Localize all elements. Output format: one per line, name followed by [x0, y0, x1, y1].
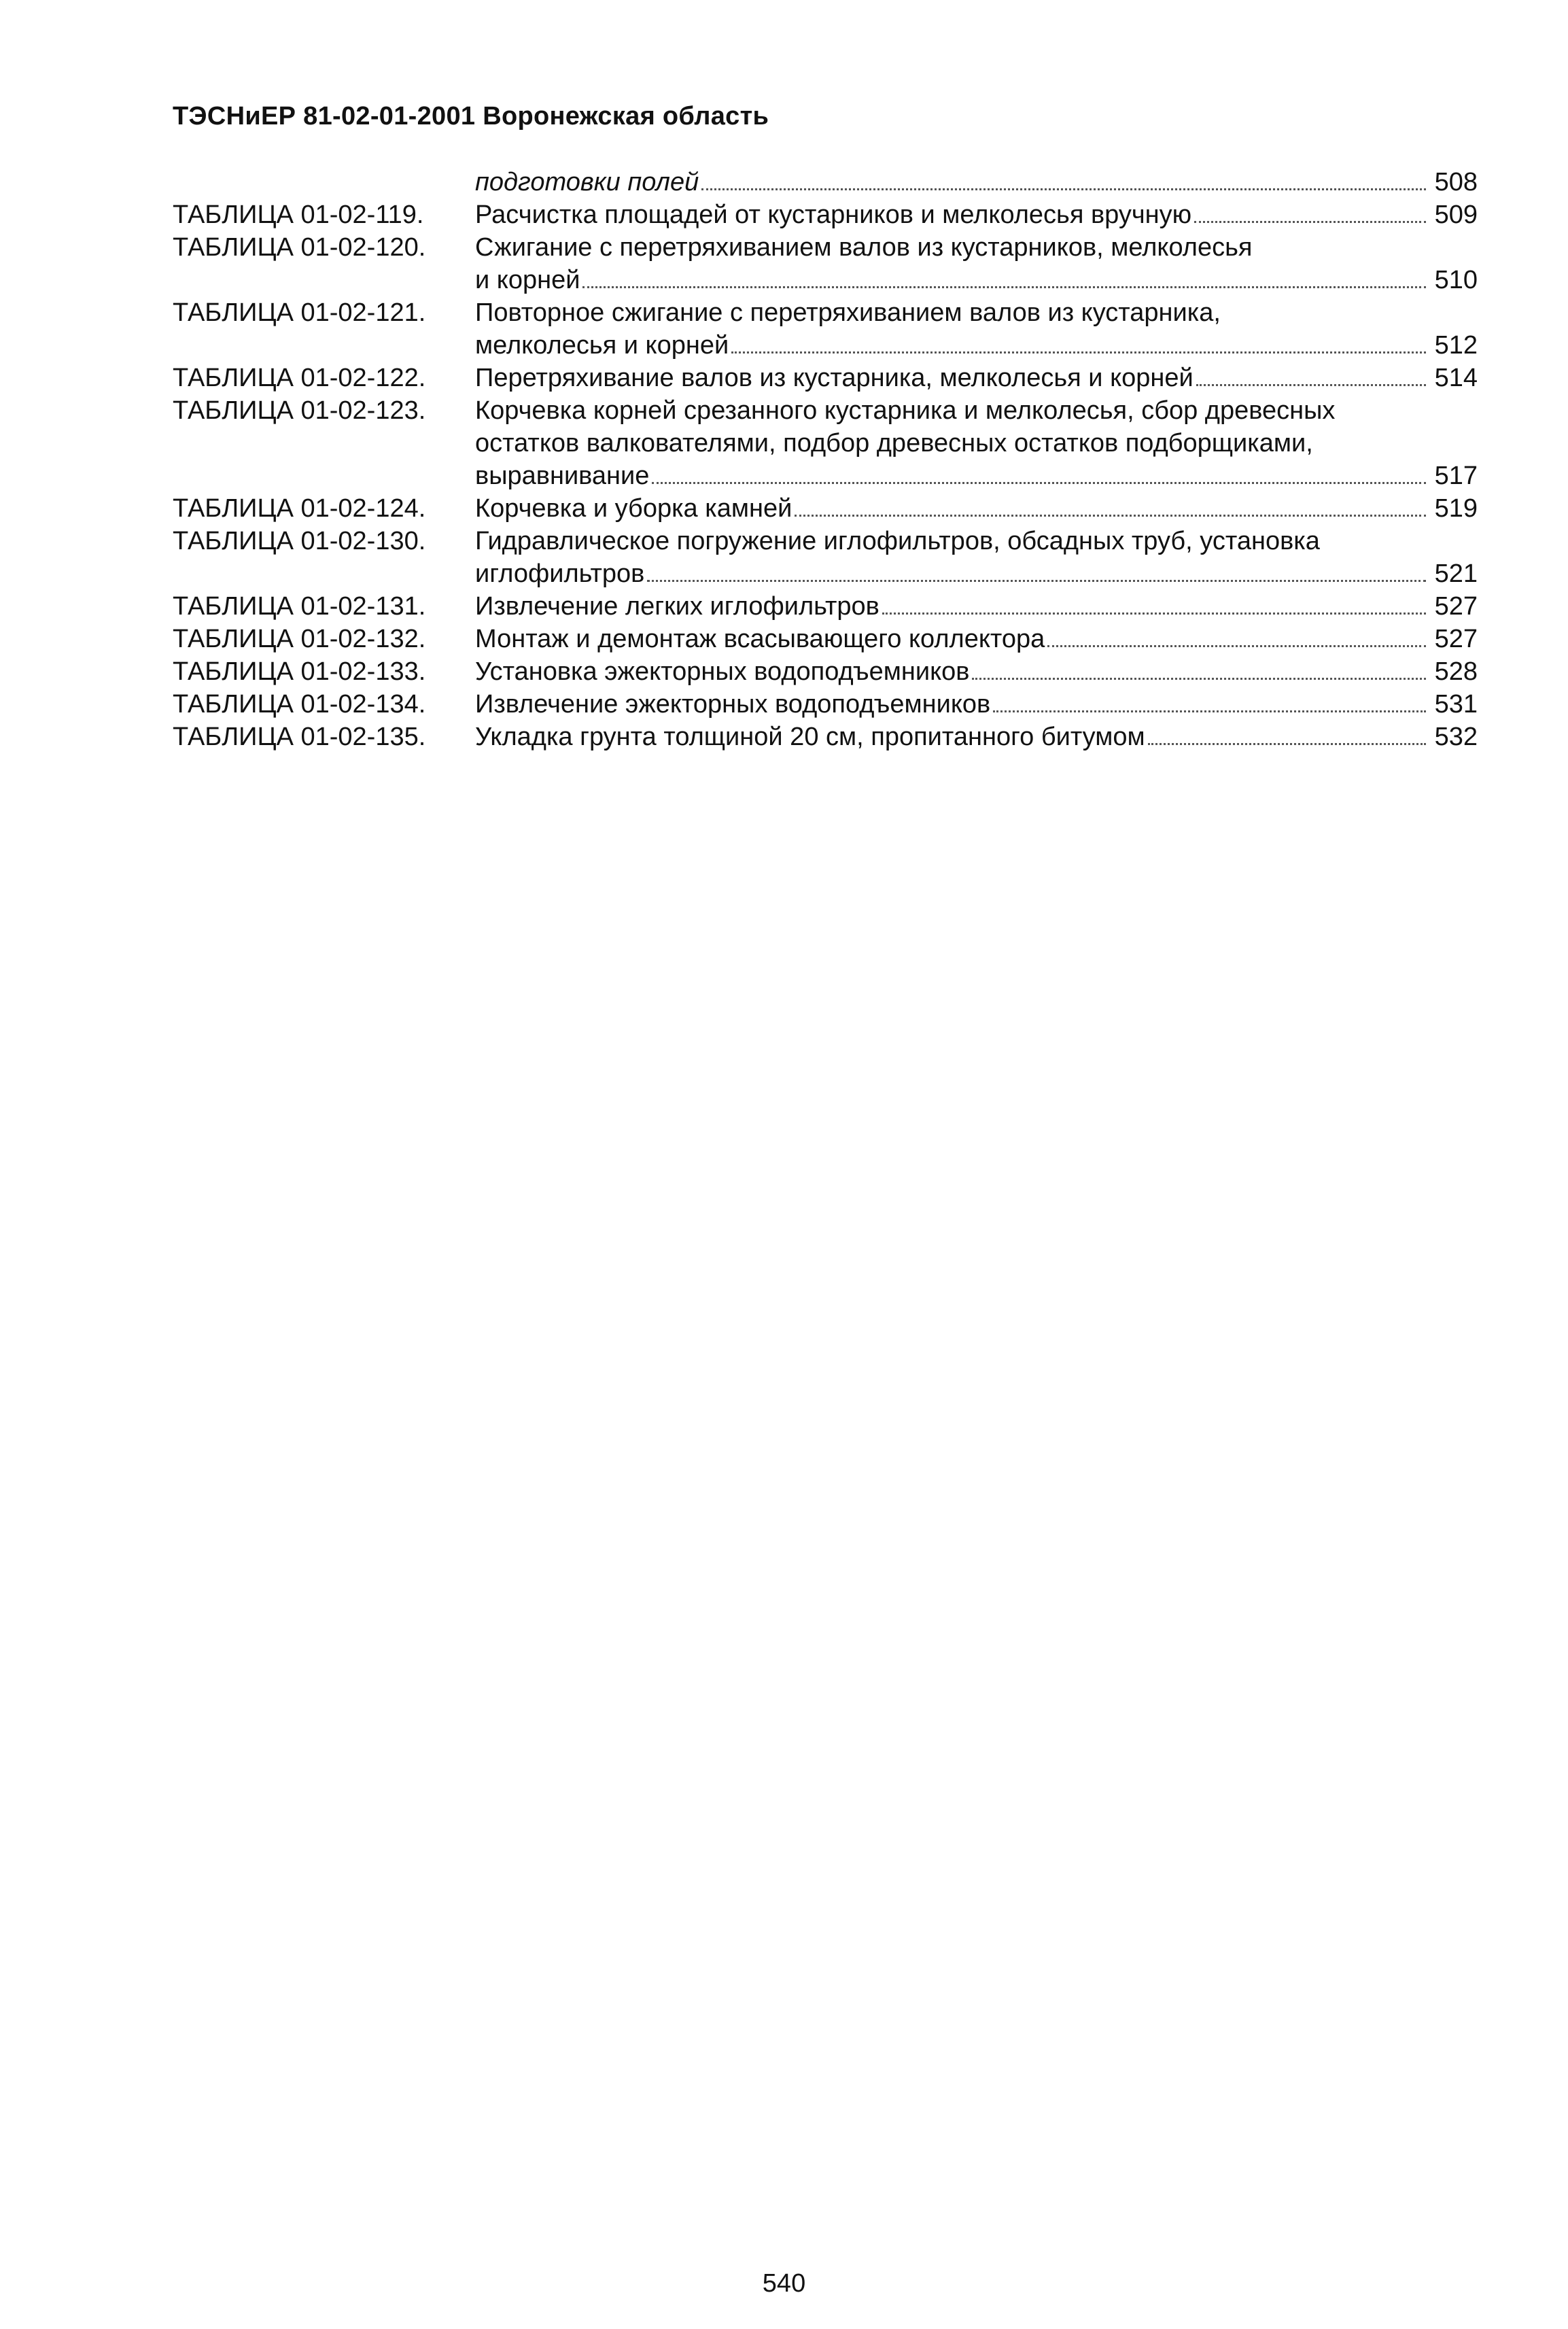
- toc-line: [475, 199, 1478, 231]
- toc-page-number: 521: [1434, 559, 1478, 588]
- toc-page-number: 531: [1434, 690, 1478, 719]
- toc-entry-body: [475, 525, 1478, 590]
- table-of-contents: [173, 166, 1478, 753]
- toc-dot-leader: [993, 710, 1426, 712]
- toc-dot-leader: [731, 351, 1426, 353]
- toc-entry-body: [475, 623, 1478, 655]
- toc-title-text: Корчевка корней срезанного кустарника и мелколесья, сбор древесных: [475, 396, 1336, 425]
- toc-page-number: 510: [1434, 266, 1478, 294]
- toc-page-number: 532: [1434, 723, 1478, 751]
- toc-entry: [173, 492, 1478, 525]
- toc-line: [475, 427, 1478, 460]
- toc-title-text: Расчистка площадей от кустарников и мелколесья вручную: [475, 201, 1192, 229]
- toc-line: [475, 231, 1478, 264]
- toc-entry: [173, 688, 1478, 721]
- toc-entry: [173, 721, 1478, 753]
- toc-title-text: Перетряхивание валов из кустарника, мелколесья и корней: [475, 364, 1194, 392]
- toc-title-text: Извлечение эжекторных водоподъемников: [475, 690, 991, 719]
- toc-entry-body: [475, 590, 1478, 623]
- toc-entry-body: [475, 394, 1478, 492]
- page-number: 540: [762, 2269, 806, 2298]
- toc-title-text: Монтаж и демонтаж всасывающего коллектора: [475, 625, 1045, 653]
- toc-title-text: Укладка грунта толщиной 20 см, пропитанного битумом: [475, 723, 1145, 751]
- toc-entry-body: [475, 362, 1478, 394]
- toc-dot-leader: [652, 482, 1426, 484]
- toc-line: [475, 362, 1478, 394]
- toc-entry-body: [475, 166, 1478, 199]
- toc-line: [475, 590, 1478, 623]
- toc-table-label: ТАБЛИЦА 01-02-120.: [173, 233, 426, 262]
- toc-page-number: 512: [1434, 331, 1478, 360]
- toc-dot-leader: [1196, 384, 1426, 386]
- toc-title-text: выравнивание: [475, 462, 650, 490]
- toc-table-label: ТАБЛИЦА 01-02-131.: [173, 592, 426, 621]
- toc-table-label: ТАБЛИЦА 01-02-119.: [173, 201, 424, 229]
- toc-table-label: ТАБЛИЦА 01-02-132.: [173, 625, 426, 653]
- toc-table-label: ТАБЛИЦА 01-02-130.: [173, 527, 426, 555]
- toc-entry-body: [475, 655, 1478, 688]
- toc-table-label: ТАБЛИЦА 01-02-135.: [173, 723, 426, 751]
- toc-title-text: Корчевка и уборка камней: [475, 494, 792, 523]
- toc-line: [475, 166, 1478, 199]
- toc-entry-body: [475, 492, 1478, 525]
- toc-line: [475, 394, 1478, 427]
- toc-entry: [173, 655, 1478, 688]
- toc-line: [475, 525, 1478, 557]
- toc-entry: [173, 166, 1478, 199]
- toc-line: [475, 264, 1478, 296]
- toc-dot-leader: [882, 613, 1426, 615]
- toc-entry: [173, 590, 1478, 623]
- toc-dot-leader: [795, 515, 1426, 517]
- toc-table-label: ТАБЛИЦА 01-02-124.: [173, 494, 426, 523]
- toc-table-label: ТАБЛИЦА 01-02-122.: [173, 364, 426, 392]
- toc-entry: [173, 623, 1478, 655]
- toc-title-text: Установка эжекторных водоподъемников: [475, 657, 970, 686]
- toc-title-text: мелколесья и корней: [475, 331, 729, 360]
- toc-page-number: 519: [1434, 494, 1478, 523]
- toc-dot-leader: [647, 580, 1426, 582]
- toc-title-text: иглофильтров: [475, 559, 645, 588]
- toc-page-number: 527: [1434, 592, 1478, 621]
- toc-page-number: 508: [1434, 168, 1478, 196]
- toc-line: [475, 623, 1478, 655]
- toc-line: [475, 492, 1478, 525]
- toc-line: [475, 688, 1478, 721]
- toc-entry-body: [475, 231, 1478, 296]
- toc-table-label: ТАБЛИЦА 01-02-123.: [173, 396, 426, 425]
- toc-dot-leader: [972, 678, 1426, 680]
- toc-entry-body: [475, 199, 1478, 231]
- toc-dot-leader: [1148, 743, 1426, 745]
- toc-title-text: Повторное сжигание с перетряхиванием валов из кустарника,: [475, 298, 1221, 327]
- toc-entry: [173, 362, 1478, 394]
- toc-table-label: ТАБЛИЦА 01-02-134.: [173, 690, 426, 719]
- toc-page-number: 527: [1434, 625, 1478, 653]
- toc-entry-body: [475, 296, 1478, 362]
- toc-dot-leader: [701, 188, 1426, 190]
- toc-line: [475, 721, 1478, 753]
- toc-entry: [173, 394, 1478, 492]
- toc-title-text: Гидравлическое погружение иглофильтров, обсадных труб, установка: [475, 527, 1320, 555]
- toc-page-number: 514: [1434, 364, 1478, 392]
- toc-title-text: Сжигание с перетряхиванием валов из кустарников, мелколесья: [475, 233, 1253, 262]
- toc-dot-leader: [1194, 221, 1426, 223]
- toc-dot-leader: [582, 286, 1426, 288]
- toc-table-label: ТАБЛИЦА 01-02-133.: [173, 657, 426, 686]
- toc-table-label: ТАБЛИЦА 01-02-121.: [173, 298, 426, 327]
- toc-title-text: подготовки полей: [475, 168, 699, 196]
- toc-page-number: 517: [1434, 462, 1478, 490]
- toc-entry-body: [475, 688, 1478, 721]
- toc-line: [475, 655, 1478, 688]
- toc-title-text: Извлечение легких иглофильтров: [475, 592, 879, 621]
- toc-title-text: остатков валкователями, подбор древесных остатков подборщиками,: [475, 429, 1313, 458]
- page-header-title: ТЭСНиЕР 81-02-01-2001 Воронежская область: [173, 102, 769, 131]
- toc-line: [475, 329, 1478, 362]
- toc-line: [475, 557, 1478, 590]
- toc-dot-leader: [1047, 645, 1426, 647]
- toc-line: [475, 296, 1478, 329]
- toc-line: [475, 460, 1478, 492]
- toc-entry: [173, 199, 1478, 231]
- toc-entry: [173, 525, 1478, 590]
- toc-entry: [173, 296, 1478, 362]
- toc-entry-body: [475, 721, 1478, 753]
- toc-title-text: и корней: [475, 266, 580, 294]
- toc-entry: [173, 231, 1478, 296]
- toc-page-number: 528: [1434, 657, 1478, 686]
- toc-page-number: 509: [1434, 201, 1478, 229]
